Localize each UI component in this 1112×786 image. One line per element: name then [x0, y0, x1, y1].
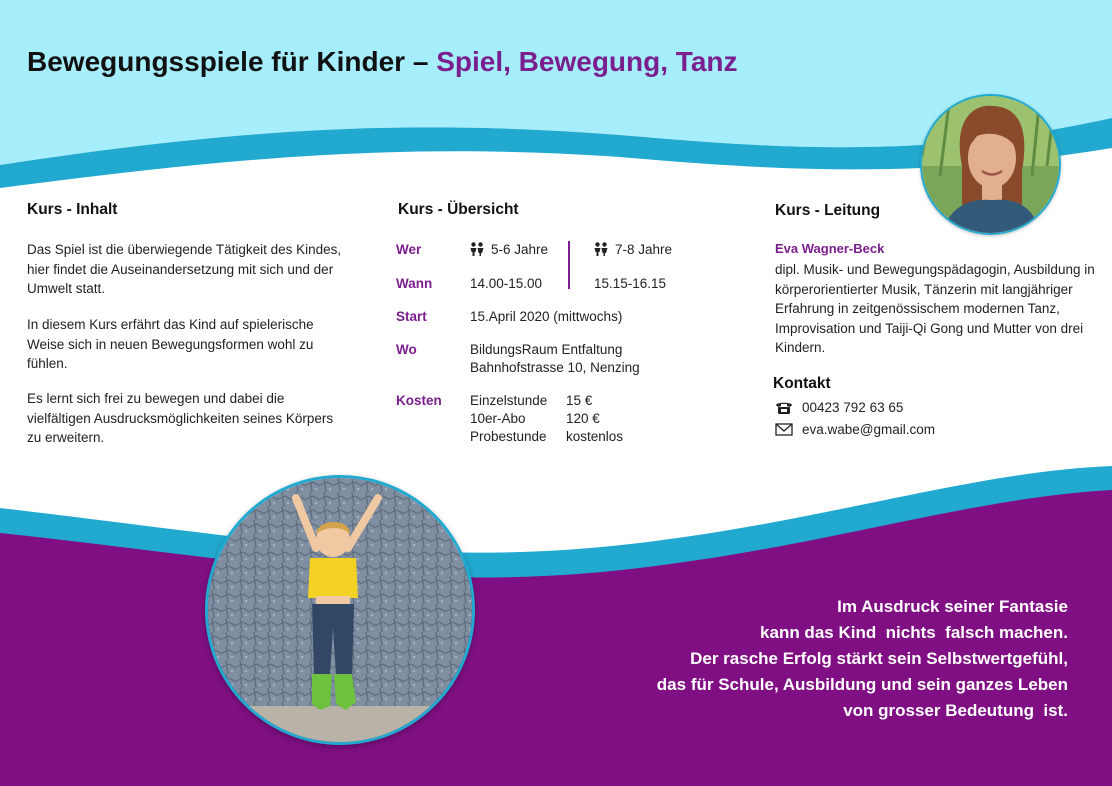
- wo-label: Wo: [396, 342, 417, 357]
- page-title: [27, 46, 738, 78]
- quote-line-2: kann das Kind nichts falsch machen.: [760, 623, 1068, 642]
- inhalt-heading: Kurs - Inhalt: [27, 201, 118, 218]
- start-value: 15.April 2020 (mittwochs): [470, 309, 623, 324]
- quote-line-1: Im Ausdruck seiner Fantasie: [837, 597, 1068, 616]
- leader-portrait-photo: [920, 94, 1061, 235]
- kosten-item-2: 10er-Abo: [470, 411, 526, 426]
- quote-line-5: von grosser Bedeutung ist.: [843, 701, 1068, 720]
- fantasy-quote: [657, 594, 1068, 724]
- wer-label: Wer: [396, 242, 422, 257]
- leitung-heading: Kurs - Leitung: [775, 202, 881, 219]
- jumping-child-photo: [205, 475, 475, 745]
- kontakt-heading: Kontakt: [773, 375, 831, 392]
- inhalt-paragraph-3: Es lernt sich frei zu bewegen und dabei die vielfältigen Ausdrucksmöglichkeiten seines Körpers zu erweitern.: [27, 391, 334, 445]
- leitung-name: Eva Wagner-Beck: [775, 241, 885, 256]
- wo-line-1: BildungsRaum Entfaltung: [470, 342, 623, 357]
- wer-group-1: [469, 241, 548, 260]
- wer-group-2-text: 7-8 Jahre: [615, 242, 673, 257]
- title-accent: Spiel, Bewegung, Tanz: [436, 46, 738, 77]
- children-icon: [469, 242, 485, 256]
- kosten-item-1: Einzelstunde: [470, 393, 548, 408]
- column-divider: [568, 241, 570, 289]
- title-main: Bewegungsspiele für Kinder –: [27, 46, 437, 77]
- telephone-icon: [775, 401, 793, 415]
- kosten-label: Kosten: [396, 393, 442, 408]
- wann-label: Wann: [396, 276, 433, 291]
- kosten-price-1: 15 €: [566, 393, 593, 408]
- wer-group-2: [593, 241, 672, 260]
- quote-line-3: Der rasche Erfolg stärkt sein Selbstwertgefühl,: [690, 649, 1068, 668]
- email-address: eva.wabe@gmail.com: [802, 422, 936, 437]
- inhalt-paragraph-2: In diesem Kurs erfährt das Kind auf spielerische Weise sich in neuen Bewegungsformen wohl zu fühlen.: [27, 317, 314, 371]
- wann-time-1: 14.00-15.00: [470, 276, 543, 291]
- wann-time-2: 15.15-16.15: [594, 276, 667, 291]
- quote-line-4: das für Schule, Ausbildung und sein ganzes Leben: [656, 675, 1068, 694]
- phone-number: 00423 792 63 65: [802, 400, 904, 415]
- leitung-description: dipl. Musik- und Bewegungspädagogin, Ausbildung in körperorientierter Musik, Tänzerin mit langjähriger Erfahrung in zeitgenössischem modernen Tanz, Improvisation und Taiji-Qi Gong und Mutter von drei Kindern.: [775, 262, 1095, 355]
- inhalt-paragraph-1: Das Spiel ist die überwiegende Tätigkeit des Kindes, hier findet die Auseinandersetzung mit sich und der Umwelt statt.: [27, 242, 342, 296]
- kosten-price-3: kostenlos: [566, 429, 624, 444]
- kosten-price-2: 120 €: [566, 411, 600, 426]
- children-icon: [593, 242, 609, 256]
- kosten-item-3: Probestunde: [470, 429, 547, 444]
- wo-line-2: Bahnhofstrasse 10, Nenzing: [470, 360, 640, 375]
- envelope-icon: [775, 423, 793, 436]
- uebersicht-heading: Kurs - Übersicht: [398, 201, 519, 218]
- start-label: Start: [396, 309, 427, 324]
- wer-group-1-text: 5-6 Jahre: [491, 242, 549, 257]
